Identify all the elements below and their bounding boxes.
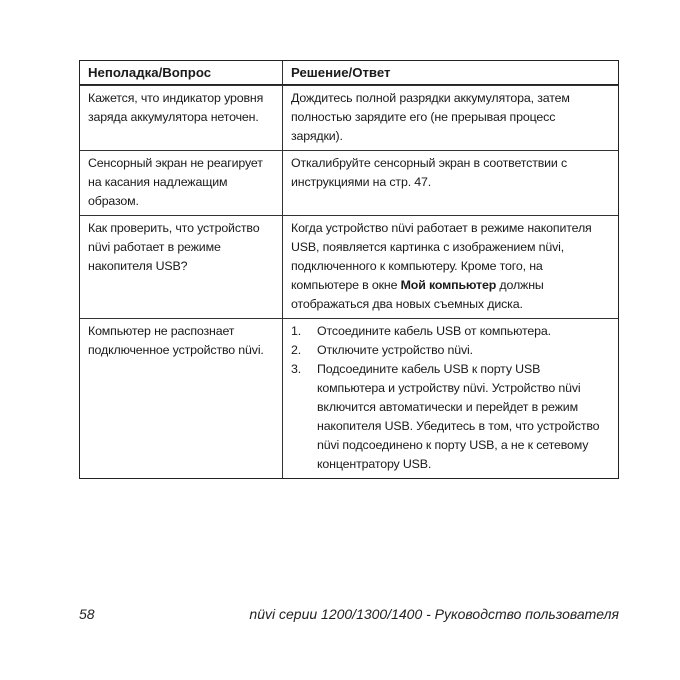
question-cell: Как проверить, что устройство nüvi работает в режиме накопителя USB? <box>80 216 283 318</box>
footer-title: nüvi серии 1200/1300/1400 - Руководство пользователя <box>249 606 619 622</box>
answer-text-end: должны отображаться два новых съемных диска. <box>291 278 544 311</box>
step-text: Отсоедините кабель USB от компьютера. <box>317 324 551 338</box>
steps-list <box>291 322 610 474</box>
answer-cell <box>283 319 618 478</box>
page-number: 58 <box>79 606 95 622</box>
answer-text: Когда устройство nüvi работает в режиме накопителя USB, появляется картинка с изображением nüvi, подключенного к компьютеру. Кроме того, на компьютере в окне <box>291 221 592 292</box>
step-text: Отключите устройство nüvi. <box>317 343 473 357</box>
step-number: 1. <box>291 324 302 338</box>
my-computer-label: Мой компьютер <box>400 278 497 292</box>
list-item <box>291 341 610 360</box>
answer-cell: Откалибруйте сенсорный экран в соответствии с инструкциями на стр. 47. <box>291 156 568 189</box>
question-cell: Кажется, что индикатор уровня заряда аккумулятора неточен. <box>80 86 283 150</box>
header-answer: Решение/Ответ <box>291 65 391 80</box>
answer-cell: Дождитесь полной разрядки аккумулятора, затем полностью зарядите его (не прерывая процесс зарядки). <box>291 91 570 143</box>
answer-cell <box>283 216 618 318</box>
table-row <box>80 318 618 478</box>
list-item <box>291 360 610 474</box>
step-text: Подсоедините кабель USB к порту USB компьютера и устройству nüvi. Устройство nüvi включится автоматически и перейдет в режим накопителя USB. Убедитесь в том, что устройство nüvi подсоединено к порту USB, а не к сетевому концентратору USB. <box>317 362 600 471</box>
troubleshooting-table <box>79 60 619 479</box>
table-row <box>80 85 618 150</box>
table-row <box>80 215 618 318</box>
question-cell: Сенсорный экран не реагирует на касания надлежащим образом. <box>80 151 283 215</box>
table-header-row <box>80 61 618 85</box>
step-number: 2. <box>291 343 302 357</box>
question-cell: Компьютер не распознает подключенное устройство nüvi. <box>80 319 283 478</box>
table-row <box>80 150 618 215</box>
header-question: Неполадка/Вопрос <box>80 61 283 84</box>
step-number: 3. <box>291 362 302 376</box>
list-item <box>291 322 610 341</box>
